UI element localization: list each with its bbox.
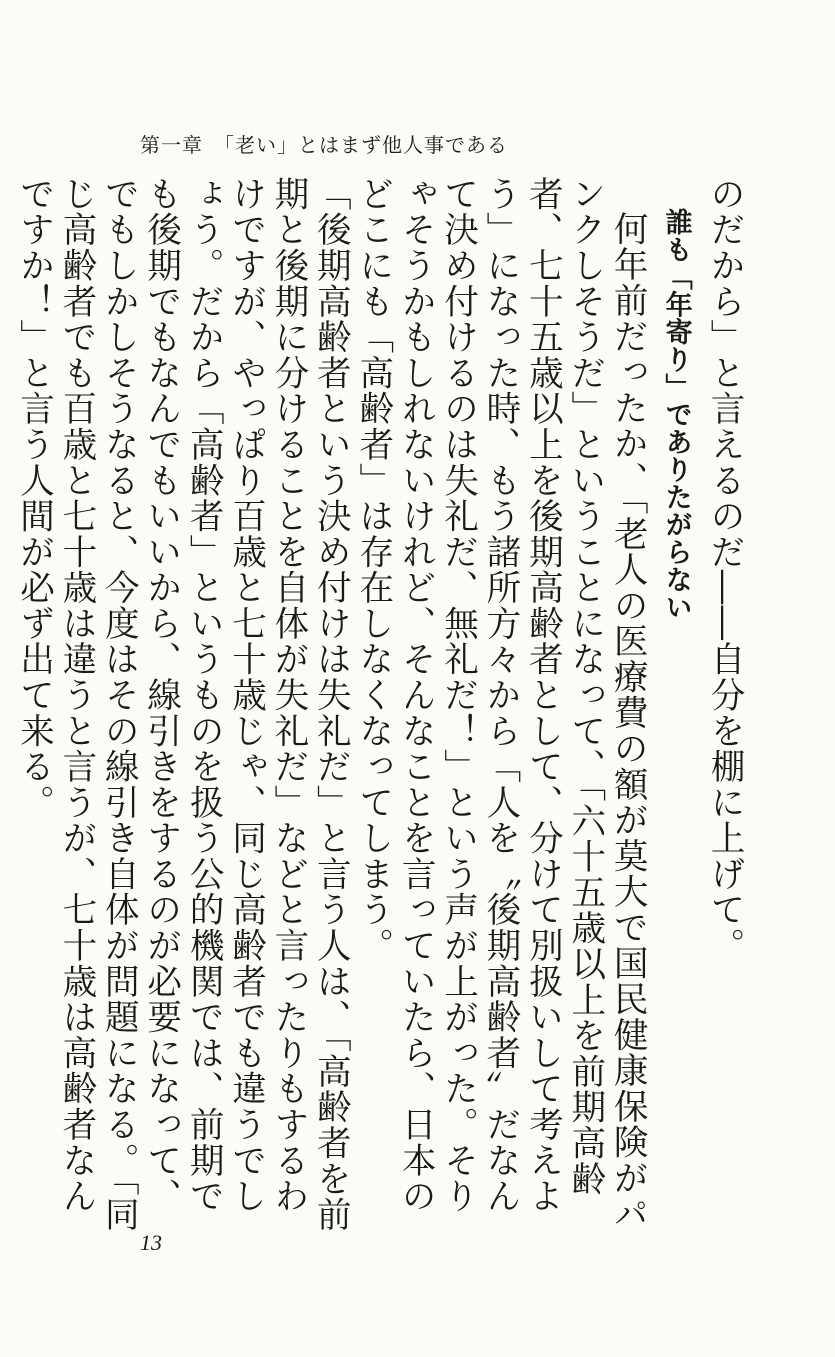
paragraph: 「後期高齢者という決め付けは失礼だ」と言う人は、「高齢者を前期と後期に分けることを自体が失礼だ」などと言ったりもするわけですが、やっぱり百歳と七十歳じゃ、同じ高齢者でも違うでしょう。だから「高齢者」というものを扱う公的機関では、前期でも後期でもなんでもいいから、線引きをするのが必要になって、でもしかしそうなると、今度はその線引き自体が問題になる。「同じ高齢者でも百歳と七十歳は違うと言うが、七十歳は高齢者なんですか！」と言う人間が必ず出て来る。 xyxy=(13,176,351,1233)
body-text xyxy=(13,176,745,1236)
paragraph-continuation: のだから」と言えるのだ――自分を棚に上げて。 xyxy=(704,176,744,964)
page-number: 13 xyxy=(140,1230,162,1255)
section-heading: 誰も「年寄り」でありたがらない xyxy=(660,208,692,621)
running-head: 第一章 「老い」とはまず他人事である xyxy=(140,133,508,157)
paragraph: 何年前だったか、「老人の医療費の額が莫大で国民健康保険がパンクしそうだ」ということになって、「六十五歳以上を前期高齢者、七十五歳以上を後期高齢者として、分けて別扱いして考えよう」になった時、もう諸所方々から「人を〝後期高齢者〟だなんて決め付けるのは失礼だ、無礼だ！」という声が上がった。そりゃそうかもしれないけれど、そんなことを言っていたら、日本のどこにも「高齢者」は存在しなくなってしまう。 xyxy=(352,176,648,1232)
